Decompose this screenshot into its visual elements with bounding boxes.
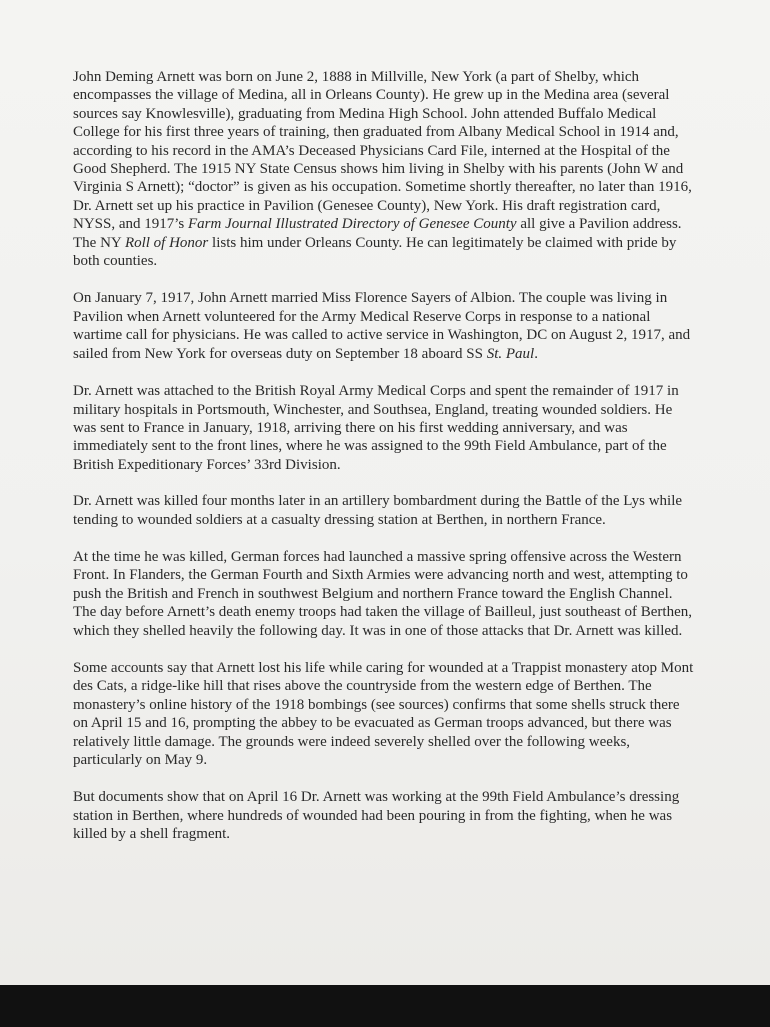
paragraph-service <box>73 382 695 474</box>
paragraph-offensive <box>73 548 695 640</box>
text-run: Dr. Arnett was attached to the British Royal Army Medical Corps and spent the remainder of 1917 in military hospitals in Portsmouth, Winchester, and Southsea, England, treating wounded soldiers. He was sent to France in January, 1918, arriving there on his first wedding anniversary, and was immediately sent to the front lines, where he was assigned to the 99th Field Ambulance, part of the British Expeditionary Forces’ 33rd Division. <box>73 383 679 473</box>
paragraph-death <box>73 492 695 529</box>
paragraph-documents <box>73 788 695 843</box>
text-run: At the time he was killed, German forces had launched a massive spring offensive across the Western Front. In Flanders, the German Fourth and Sixth Armies were advancing north and west, attempting to push the British and French in southwest Belgium and northern France toward the English Channel. The day before Arnett’s death enemy troops had taken the village of Bailleul, just southeast of Berthen, which they shelled heavily the following day. It was in one of those attacks that Dr. Arnett was killed. <box>73 548 692 639</box>
background-surface <box>0 985 770 1027</box>
document-body <box>73 68 695 862</box>
paragraph-marriage <box>73 289 695 363</box>
text-run: On January 7, 1917, John Arnett married Miss Florence Sayers of Albion. The couple was living in Pavilion when Arnett volunteered for the Army Medical Reserve Corps in response to a national wartime call for physicians. He was called to active service in Washington, DC on August 2, 1917, and sailed from New York for overseas duty on September 18 aboard SS <box>73 290 691 362</box>
text-run: lists him under Orleans County. He can legitimately be claimed with pride by both counties. <box>73 234 677 270</box>
italic-ship-name: St. Paul <box>486 345 535 362</box>
text-run: But documents show that on April 16 Dr. Arnett was working at the 99th Field Ambulance’s dressing station in Berthen, where hundreds of wounded had been pouring in from the fighting, when he was killed by a shell fragment. <box>73 789 680 843</box>
italic-title: Roll of Honor <box>124 234 209 251</box>
paragraph-birth <box>73 68 695 270</box>
paragraph-monastery <box>73 659 695 769</box>
italic-title: Farm Journal Illustrated Directory of Genesee County <box>188 216 517 233</box>
text-run: all give a Pavilion address. The NY <box>73 216 682 251</box>
text-run: Some accounts say that Arnett lost his life while caring for wounded at a Trappist monastery atop Mont des Cats, a ridge-like hill that rises above the countryside from the western edge of Berthen. The monastery’s online history of the 1918 bombings (see sources) confirms that some shells struck there on April 15 and 16, prompting the abbey to be evacuated as German troops advanced, but there was relatively little damage. The grounds were indeed severely shelled over the following weeks, particularly on May 9. <box>73 659 694 768</box>
text-run: . <box>534 345 538 362</box>
text-run: Dr. Arnett was killed four months later in an artillery bombardment during the Battle of the Lys while tending to wounded soldiers at a casualty dressing station at Berthen, in northern France. <box>73 493 683 528</box>
text-run: John Deming Arnett was born on June 2, 1888 in Millville, New York (a part of Shelby, which encompasses the village of Medina, all in Orleans County). He grew up in the Medina area (several sources say Knowlesville), graduating from Medina High School. John attended Buffalo Medical College for his first three years of training, then graduated from Albany Medical School in 1914 and, according to his record in the AMA’s Deceased Physicians Card File, interned at the Hospital of the Good Shepherd. The 1915 NY State Census shows him living in Shelby with his parents (John W and Virginia S Arnett); “doctor” is given as his occupation. Sometime shortly thereafter, no later than 1916, Dr. Arnett set up his practice in Pavilion (Genesee County), New York. His draft registration card, NYSS, and 1917’s <box>73 69 692 233</box>
